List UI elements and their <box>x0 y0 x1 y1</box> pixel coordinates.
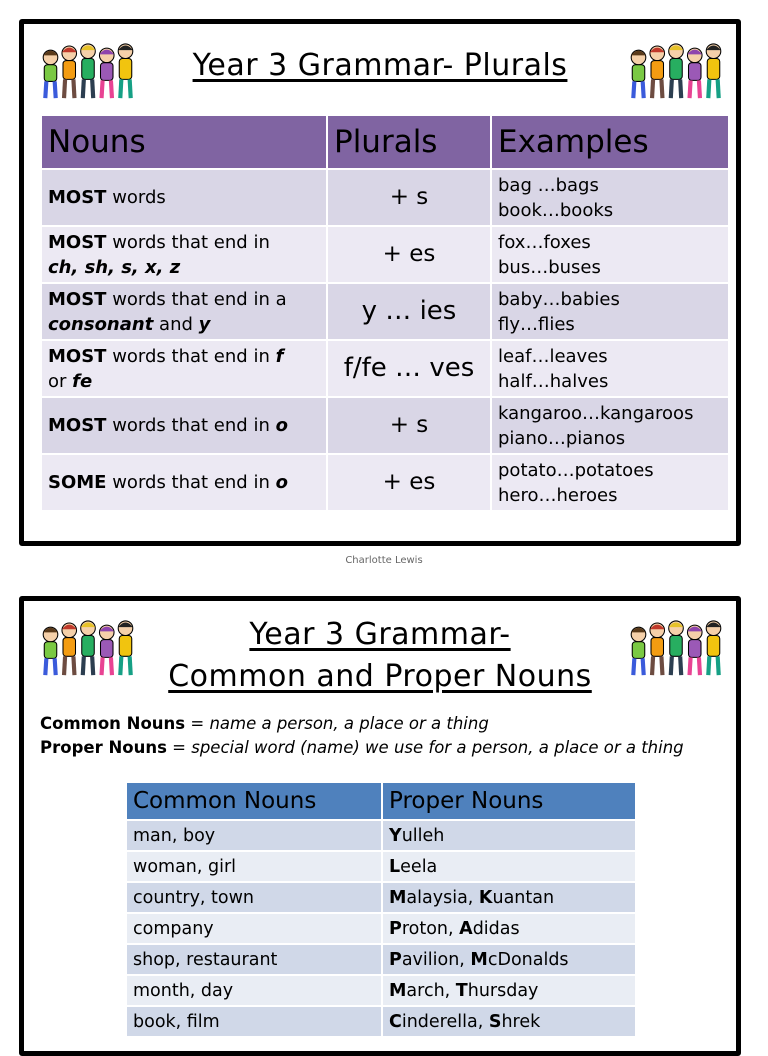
noun-rule: MOST words that end in ch, sh, s, x, z <box>42 227 326 282</box>
table-row <box>42 284 728 339</box>
common-noun-cell: company <box>127 914 381 943</box>
plurals-card <box>19 19 741 546</box>
proper-noun-cell: Pavilion, McDonalds <box>383 945 635 974</box>
header-plurals: Plurals <box>328 116 490 168</box>
proper-noun-cell: Leela <box>383 852 635 881</box>
plural-rule: y … ies <box>328 284 490 339</box>
proper-noun-cell: Yulleh <box>383 821 635 850</box>
common-noun-cell: shop, restaurant <box>127 945 381 974</box>
header-common-nouns: Common Nouns <box>127 783 381 819</box>
header-proper-nouns: Proper Nouns <box>383 783 635 819</box>
proper-noun-cell: Malaysia, Kuantan <box>383 883 635 912</box>
header-nouns: Nouns <box>42 116 326 168</box>
table-row <box>127 945 635 974</box>
nouns-table <box>125 781 637 1038</box>
noun-rule: SOME words that end in o <box>42 455 326 510</box>
proper-noun-cell: Cinderella, Shrek <box>383 1007 635 1036</box>
common-noun-cell: woman, girl <box>127 852 381 881</box>
plural-rule: + es <box>328 455 490 510</box>
proper-noun-definition: Proper Nouns = special word (name) we use for a person, a place or a thing <box>40 738 684 757</box>
table-row <box>42 227 728 282</box>
nouns-card <box>19 596 741 1056</box>
header-examples: Examples <box>492 116 728 168</box>
examples: fox…foxes bus…buses <box>492 227 728 282</box>
common-noun-definition: Common Nouns = name a person, a place or a thing <box>40 714 489 733</box>
nouns-title-line1: Year 3 Grammar- <box>249 617 511 652</box>
table-row <box>127 852 635 881</box>
examples: bag …bags book…books <box>492 170 728 225</box>
noun-rule: MOST words that end in a consonant and y <box>42 284 326 339</box>
examples: kangaroo…kangaroos piano…pianos <box>492 398 728 453</box>
table-row <box>42 170 728 225</box>
plurals-title: Year 3 Grammar- Plurals <box>192 48 568 83</box>
common-noun-cell: man, boy <box>127 821 381 850</box>
nouns-title-line2: Common and Proper Nouns <box>168 659 592 694</box>
examples: potato…potatoes hero…heroes <box>492 455 728 510</box>
common-noun-cell: country, town <box>127 883 381 912</box>
table-row <box>127 914 635 943</box>
examples: leaf…leaves half…halves <box>492 341 728 396</box>
noun-rule: MOST words that end in f or fe <box>42 341 326 396</box>
proper-noun-cell: Proton, Adidas <box>383 914 635 943</box>
plural-rule: f/fe … ves <box>328 341 490 396</box>
plurals-table <box>40 114 730 512</box>
plural-rule: + es <box>328 227 490 282</box>
noun-rule: MOST words <box>42 170 326 225</box>
common-noun-cell: book, film <box>127 1007 381 1036</box>
table-row <box>42 398 728 453</box>
common-noun-cell: month, day <box>127 976 381 1005</box>
table-row <box>127 976 635 1005</box>
plural-rule: + s <box>328 398 490 453</box>
credit-text: Charlotte Lewis <box>345 555 423 566</box>
noun-rule: MOST words that end in o <box>42 398 326 453</box>
table-row <box>127 883 635 912</box>
table-row <box>42 455 728 510</box>
plural-rule: + s <box>328 170 490 225</box>
examples: baby…babies fly…flies <box>492 284 728 339</box>
table-row <box>127 821 635 850</box>
table-row <box>42 341 728 396</box>
table-row <box>127 1007 635 1036</box>
proper-noun-cell: March, Thursday <box>383 976 635 1005</box>
